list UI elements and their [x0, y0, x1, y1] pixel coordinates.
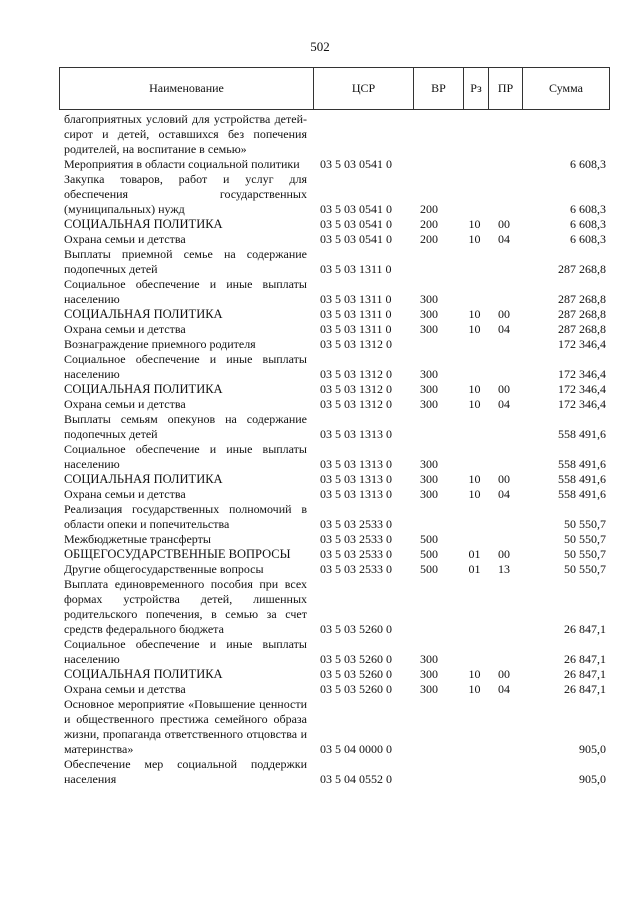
cell-vr: 200	[420, 232, 438, 246]
cell-name: благоприятных условий для устройства детей-сирот и детей, оставшихся без попечения родителей, на воспитание в семью»	[64, 112, 307, 156]
table-row	[59, 112, 610, 157]
cell-pr: 04	[498, 322, 510, 336]
cell-pr: 04	[498, 682, 510, 696]
cell-name: Социальное обеспечение и иные выплаты населению	[64, 277, 307, 306]
table-row	[59, 277, 610, 307]
cell-name: Охрана семьи и детства	[64, 682, 186, 696]
cell-vr: 300	[420, 292, 438, 306]
cell-pr: 00	[498, 547, 510, 561]
cell-sum: 558 491,6	[558, 487, 606, 501]
table-row	[59, 472, 610, 487]
cell-pr: 04	[498, 397, 510, 411]
cell-csr: 03 5 03 1312 0	[320, 382, 392, 396]
cell-sum: 26 847,1	[564, 682, 606, 696]
cell-sum: 287 268,8	[558, 322, 606, 336]
table-row	[59, 322, 610, 337]
table-row	[59, 532, 610, 547]
cell-sum: 558 491,6	[558, 427, 606, 441]
table-row	[59, 232, 610, 247]
cell-csr: 03 5 03 0541 0	[320, 232, 392, 246]
cell-rz: 10	[468, 382, 481, 396]
cell-name: Социальное обеспечение и иные выплаты населению	[64, 442, 307, 471]
cell-name: Социальное обеспечение и иные выплаты населению	[64, 637, 307, 666]
cell-csr: 03 5 03 1311 0	[320, 322, 392, 336]
cell-vr: 500	[420, 547, 438, 561]
cell-vr: 300	[420, 397, 438, 411]
cell-rz: 10	[468, 682, 481, 696]
cell-sum: 6 608,3	[570, 157, 606, 171]
cell-sum: 172 346,4	[558, 382, 606, 396]
cell-sum: 558 491,6	[558, 472, 606, 486]
cell-name: Обеспечение мер социальной поддержки населения	[64, 757, 307, 786]
cell-name: Охрана семьи и детства	[64, 322, 186, 336]
cell-vr: 500	[420, 562, 438, 576]
cell-sum: 50 550,7	[564, 547, 606, 561]
cell-pr: 04	[498, 487, 510, 501]
cell-csr: 03 5 03 1312 0	[320, 337, 392, 351]
cell-vr: 300	[420, 667, 438, 681]
cell-name: Мероприятия в области социальной политики	[64, 157, 300, 171]
cell-csr: 03 5 04 0552 0	[320, 772, 392, 786]
header-vr: ВР	[413, 68, 463, 109]
cell-sum: 50 550,7	[564, 562, 606, 576]
cell-vr: 300	[420, 322, 438, 336]
cell-csr: 03 5 04 0000 0	[320, 742, 392, 756]
budget-table	[59, 67, 610, 787]
table-row	[59, 637, 610, 667]
cell-csr: 03 5 03 0541 0	[320, 217, 392, 231]
cell-csr: 03 5 03 1313 0	[320, 427, 392, 441]
table-row	[59, 337, 610, 352]
cell-vr: 300	[420, 457, 438, 471]
cell-name: Реализация государственных полномочий в области опеки и попечительства	[64, 502, 307, 531]
table-body	[59, 112, 610, 787]
cell-rz: 10	[468, 232, 481, 246]
cell-sum: 6 608,3	[570, 202, 606, 216]
header-name: Наименование	[149, 81, 224, 95]
cell-vr: 300	[420, 382, 438, 396]
cell-csr: 03 5 03 1311 0	[320, 292, 392, 306]
table-row	[59, 247, 610, 277]
cell-name: Выплаты приемной семье на содержание подопечных детей	[64, 247, 307, 276]
cell-csr: 03 5 03 0541 0	[320, 157, 392, 171]
table-row	[59, 352, 610, 382]
table-row	[59, 757, 610, 787]
cell-pr: 04	[498, 232, 510, 246]
cell-csr: 03 5 03 1313 0	[320, 487, 392, 501]
table-row	[59, 577, 610, 637]
cell-pr: 00	[498, 217, 510, 231]
table-row	[59, 487, 610, 502]
table-row	[59, 412, 610, 442]
table-row	[59, 547, 610, 562]
cell-name: ОБЩЕГОСУДАРСТВЕННЫЕ ВОПРОСЫ	[64, 547, 291, 561]
cell-csr: 03 5 03 1311 0	[320, 262, 392, 276]
cell-sum: 172 346,4	[558, 337, 606, 351]
cell-sum: 558 491,6	[558, 457, 606, 471]
cell-csr: 03 5 03 1312 0	[320, 397, 392, 411]
cell-vr: 300	[420, 487, 438, 501]
cell-name: СОЦИАЛЬНАЯ ПОЛИТИКА	[64, 307, 223, 321]
table-row	[59, 397, 610, 412]
header-csr: ЦСР	[313, 68, 413, 109]
cell-sum: 905,0	[579, 742, 606, 756]
cell-vr: 300	[420, 307, 438, 321]
cell-vr: 300	[420, 472, 438, 486]
cell-csr: 03 5 03 5260 0	[320, 682, 392, 696]
cell-rz: 10	[468, 487, 481, 501]
cell-sum: 26 847,1	[564, 667, 606, 681]
table-row	[59, 502, 610, 532]
table-row	[59, 307, 610, 322]
cell-name: Межбюджетные трансферты	[64, 532, 211, 546]
cell-vr: 200	[420, 217, 438, 231]
cell-vr: 300	[420, 682, 438, 696]
header-pr: ПР	[488, 68, 522, 109]
cell-rz: 01	[468, 562, 481, 576]
cell-sum: 287 268,8	[558, 307, 606, 321]
header-sum: Сумма	[522, 68, 609, 109]
cell-csr: 03 5 03 1313 0	[320, 472, 392, 486]
cell-csr: 03 5 03 2533 0	[320, 532, 392, 546]
cell-csr: 03 5 03 1313 0	[320, 457, 392, 471]
cell-csr: 03 5 03 5260 0	[320, 667, 392, 681]
cell-sum: 6 608,3	[570, 232, 606, 246]
cell-rz: 10	[468, 217, 481, 231]
table-row	[59, 157, 610, 172]
table-row	[59, 172, 610, 217]
cell-rz: 10	[468, 472, 481, 486]
cell-name: СОЦИАЛЬНАЯ ПОЛИТИКА	[64, 217, 223, 231]
cell-pr: 13	[498, 562, 510, 576]
cell-csr: 03 5 03 5260 0	[320, 652, 392, 666]
table-row	[59, 442, 610, 472]
cell-name: Социальное обеспечение и иные выплаты населению	[64, 352, 307, 381]
cell-sum: 172 346,4	[558, 397, 606, 411]
cell-name: Охрана семьи и детства	[64, 487, 186, 501]
cell-rz: 01	[468, 547, 481, 561]
cell-vr: 500	[420, 532, 438, 546]
cell-name: Охрана семьи и детства	[64, 397, 186, 411]
cell-csr: 03 5 03 1311 0	[320, 307, 392, 321]
cell-rz: 10	[468, 307, 481, 321]
cell-pr: 00	[498, 382, 510, 396]
cell-vr: 300	[420, 367, 438, 381]
table-row	[59, 667, 610, 682]
table-row	[59, 697, 610, 757]
cell-vr: 300	[420, 652, 438, 666]
cell-sum: 6 608,3	[570, 217, 606, 231]
table-header	[59, 67, 610, 110]
cell-name: СОЦИАЛЬНАЯ ПОЛИТИКА	[64, 382, 223, 396]
cell-sum: 905,0	[579, 772, 606, 786]
header-rz: Рз	[463, 68, 488, 109]
cell-rz: 10	[468, 667, 481, 681]
cell-csr: 03 5 03 1312 0	[320, 367, 392, 381]
cell-csr: 03 5 03 5260 0	[320, 622, 392, 636]
cell-name: СОЦИАЛЬНАЯ ПОЛИТИКА	[64, 667, 223, 681]
cell-name: СОЦИАЛЬНАЯ ПОЛИТИКА	[64, 472, 223, 486]
cell-name: Охрана семьи и детства	[64, 232, 186, 246]
cell-name: Основное мероприятие «Повышение ценности и общественного престижа семейного образа жизни, пропаганда ответственного отцовства и материнства»	[64, 697, 307, 756]
cell-rz: 10	[468, 322, 481, 336]
cell-sum: 50 550,7	[564, 532, 606, 546]
cell-sum: 26 847,1	[564, 652, 606, 666]
cell-name: Вознаграждение приемного родителя	[64, 337, 256, 351]
cell-sum: 26 847,1	[564, 622, 606, 636]
cell-name: Закупка товаров, работ и услуг для обеспечения государственных (муниципальных) нужд	[64, 172, 307, 216]
cell-sum: 287 268,8	[558, 292, 606, 306]
cell-csr: 03 5 03 0541 0	[320, 202, 392, 216]
table-row	[59, 217, 610, 232]
cell-csr: 03 5 03 2533 0	[320, 547, 392, 561]
cell-pr: 00	[498, 472, 510, 486]
cell-name: Выплата единовременного пособия при всех формах устройства детей, лишенных родительского попечения, в семью за счет средств федерального бюджета	[64, 577, 307, 636]
table-row	[59, 562, 610, 577]
cell-csr: 03 5 03 2533 0	[320, 517, 392, 531]
cell-sum: 50 550,7	[564, 517, 606, 531]
cell-sum: 172 346,4	[558, 367, 606, 381]
cell-rz: 10	[468, 397, 481, 411]
cell-vr: 200	[420, 202, 438, 216]
cell-pr: 00	[498, 307, 510, 321]
table-row	[59, 682, 610, 697]
cell-name: Другие общегосударственные вопросы	[64, 562, 264, 576]
page-number: 502	[310, 39, 330, 54]
cell-sum: 287 268,8	[558, 262, 606, 276]
cell-csr: 03 5 03 2533 0	[320, 562, 392, 576]
cell-pr: 00	[498, 667, 510, 681]
table-row	[59, 382, 610, 397]
cell-name: Выплаты семьям опекунов на содержание подопечных детей	[64, 412, 307, 441]
